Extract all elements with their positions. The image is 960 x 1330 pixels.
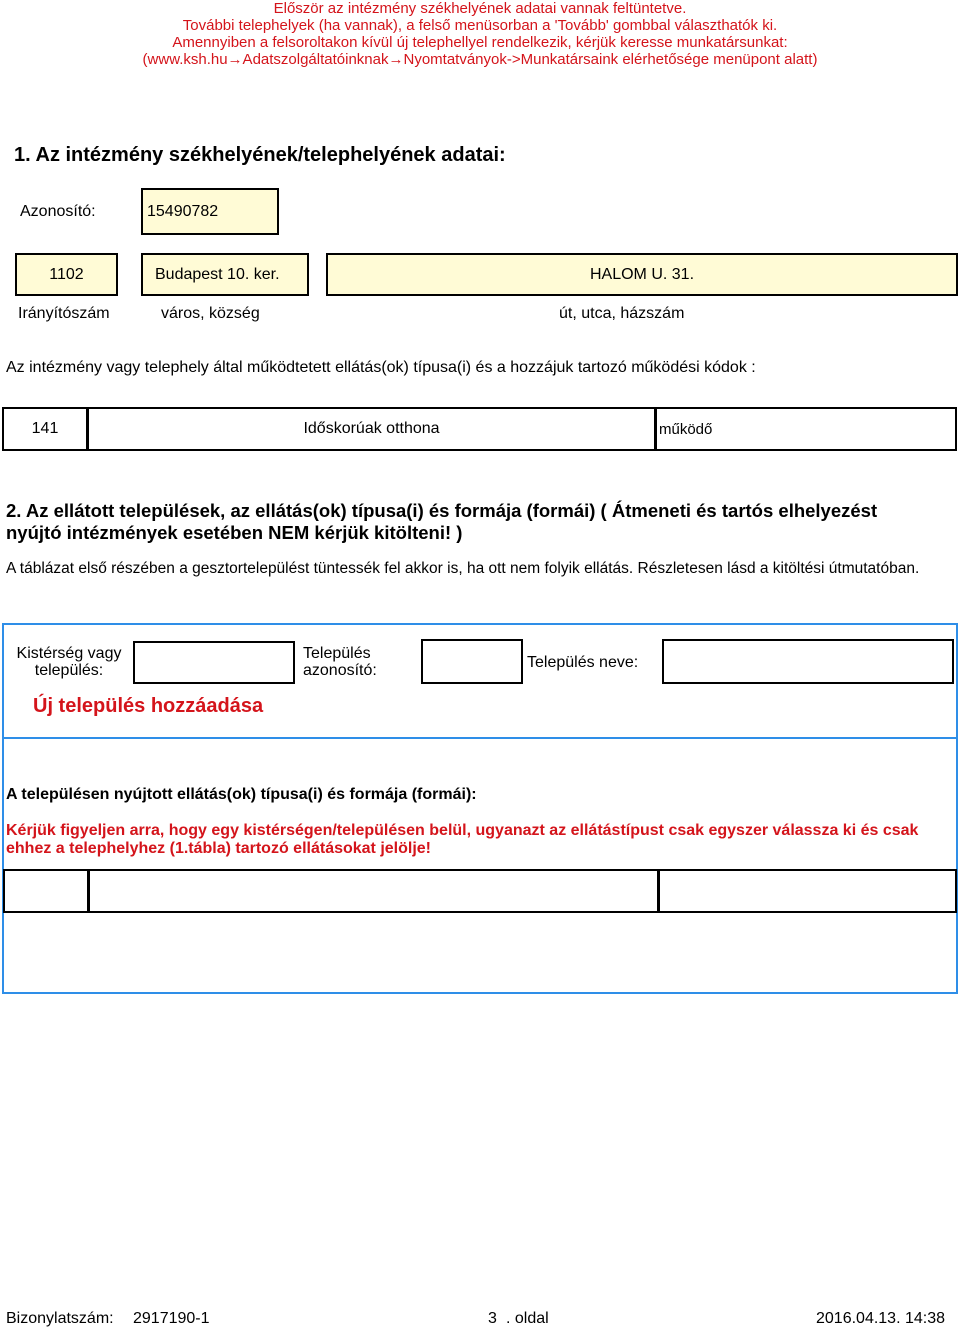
service-row [2, 407, 957, 451]
section2-instruction: A táblázat első részében a gesztortelepülést tüntessék fel akkor is, ha ott nem folyik ellátás. Részletesen lásd a kitöltési útmutatóban. [6, 560, 920, 577]
warning-text: Kérjük figyeljen arra, hogy egy kistérségen/településen belül, ugyanazt az ellátástípust csak egyszer válassza ki és csak ehhez a telephelyhez (1.tábla) tartozó ellátásokat jelölje! [6, 822, 919, 857]
doc-number: 2917190-1 [133, 1310, 210, 1327]
service-code: 141 [31, 420, 59, 437]
settlement-separator [2, 737, 958, 739]
notice-line: (www.ksh.hu→Adatszolgáltatóinknak→Nyomtatványok->Munkatársaink elérhetősége menüpont alatt) [142, 51, 818, 68]
telepules-id-input[interactable] [421, 639, 523, 684]
telepules-nev-input[interactable] [662, 639, 954, 684]
street-field[interactable]: HALOM U. 31. [326, 253, 958, 296]
service-name: Időskorúak otthona [303, 420, 440, 437]
service-select-row [3, 869, 957, 913]
service-status: működő [659, 421, 713, 438]
services-intro: Az intézmény vagy telephely által működtetett ellátás(ok) típusa(i) és a hozzájuk tartozó működési kódok : [6, 359, 756, 376]
divider [654, 409, 657, 449]
id-field[interactable]: 15490782 [141, 188, 279, 235]
telepules-id-label: Település azonosító: [303, 645, 377, 679]
notice-banner [0, 0, 960, 68]
section2-title: 2. Az ellátott települések, az ellátás(ok) típusa(i) és formája (formái) ( Átmeneti és tartós elhelyezést nyújtó intézmények esetében NEM kérjük kitölteni! ) [6, 500, 878, 543]
page-number: 3 [488, 1310, 497, 1327]
add-settlement-link[interactable]: Új település hozzáadása [33, 695, 264, 717]
print-datetime: 2016.04.13. 14:38 [816, 1310, 946, 1327]
service-form-cell[interactable] [660, 871, 955, 911]
page-label: . oldal [506, 1310, 549, 1327]
kisterseg-label: Kistérség vagy település: [16, 645, 122, 679]
street-label: út, utca, házszám [559, 305, 685, 322]
city-label: város, község [161, 305, 260, 322]
city-field[interactable]: Budapest 10. ker. [141, 253, 309, 296]
service-name-cell[interactable] [90, 871, 655, 911]
telepules-nev-label: Település neve: [527, 654, 639, 671]
zip-label: Irányítószám [18, 305, 110, 322]
doc-number-label: Bizonylatszám: [6, 1310, 114, 1327]
notice-line: Amennyiben a felsoroltakon kívül új telephellyel rendelkezik, kérjük keresse munkatársunkat: [172, 34, 788, 51]
id-label: Azonosító: [20, 203, 96, 220]
notice-line: Először az intézmény székhelyének adatai vannak feltüntetve. [273, 0, 687, 17]
zip-field[interactable]: 1102 [15, 253, 118, 296]
service-code-cell[interactable] [5, 871, 87, 911]
services-heading: A településen nyújtott ellátás(ok) típusa(i) és formája (formái): [6, 786, 477, 803]
section1-title: 1. Az intézmény székhelyének/telephelyének adatai: [14, 144, 506, 166]
kisterseg-input[interactable] [133, 641, 295, 684]
notice-line: További telephelyek (ha vannak), a felső menüsorban a 'Tovább' gombbal választhatók ki. [182, 17, 778, 34]
